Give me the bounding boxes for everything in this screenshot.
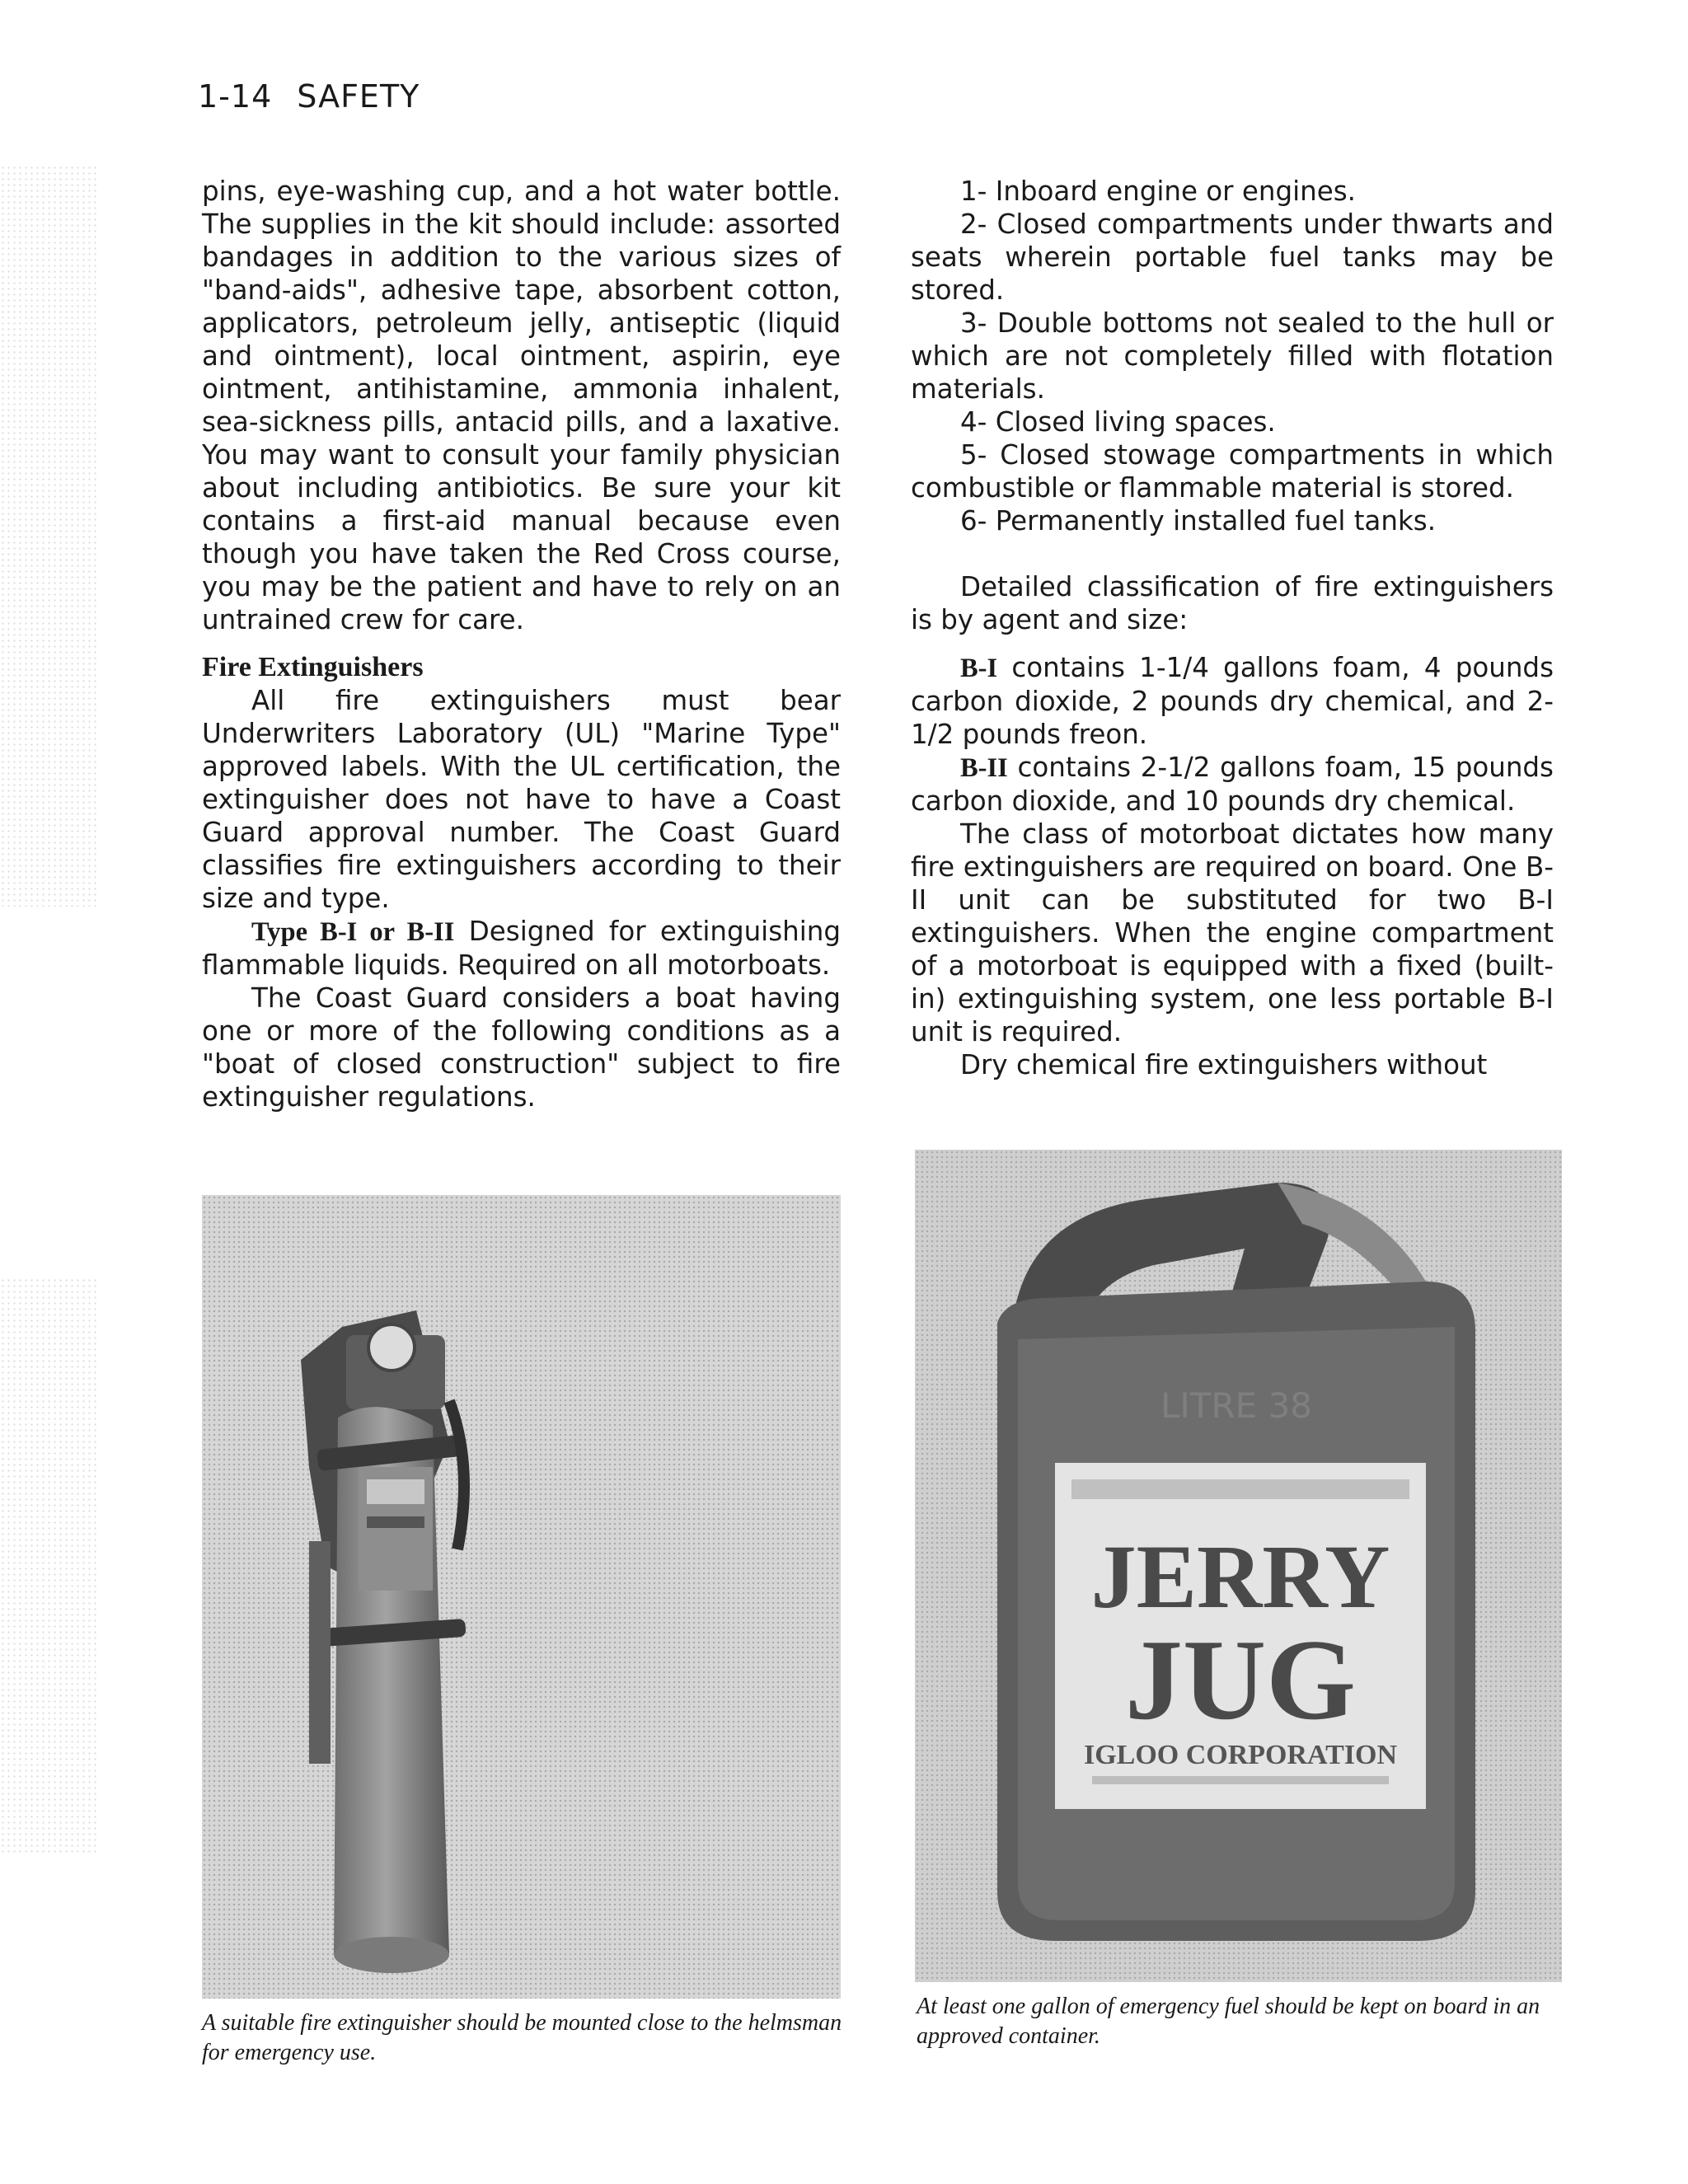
paragraph xyxy=(202,915,841,982)
jug-embossed-text: LITRE 38 xyxy=(1160,1385,1312,1426)
fuel-container-illustration xyxy=(915,1150,1562,1982)
list-item: 2- Closed compartments under thwarts and seats wherein portable fuel tanks may be stored. xyxy=(911,209,1554,306)
paragraph: The class of motorboat dictates how many fire extinguishers are required on board. One B-II unit can be substituted for two B-I extinguishers. When the engine compartment of a motorboat is equipped with a fixed (built-in) extinguishing system, one less portable B-I unit is required. xyxy=(911,818,1554,1047)
list-item: 4- Closed living spaces. xyxy=(960,406,1276,438)
fire-extinguisher-illustration xyxy=(202,1195,841,1999)
section-title: SAFETY xyxy=(297,78,420,115)
right-column xyxy=(911,175,1554,1081)
paragraph: The Coast Guard considers a boat having one or more of the following conditions as a "boat of closed construction" subject to fire extinguisher regulations. xyxy=(202,982,841,1113)
jerry-jug-photo xyxy=(915,1150,1562,1982)
list-item: 5- Closed stowage compartments in which combustible or flammable material is stored. xyxy=(911,439,1554,504)
paragraph: Detailed classification of fire extinguishers is by agent and size: xyxy=(911,571,1554,635)
scan-noise xyxy=(0,165,99,907)
type-lead: Type B-I or B-II xyxy=(251,917,455,947)
jug-label-jerry: JERRY xyxy=(1090,1526,1390,1627)
list-item: 3- Double bottoms not sealed to the hull or which are not completely filled with flotation materials. xyxy=(911,307,1554,405)
jug-label-jug: JUG xyxy=(1125,1616,1356,1744)
list-item: 6- Permanently installed fuel tanks. xyxy=(960,505,1437,537)
type-text: Designed for extinguishing flammable liquids. Required on all motorboats. xyxy=(202,916,842,981)
fire-extinguisher-photo xyxy=(202,1195,841,1999)
paragraph xyxy=(911,751,1554,818)
jug-label-company: IGLOO CORPORATION xyxy=(1083,1740,1398,1770)
class-lead: B-II xyxy=(960,753,1008,783)
paragraph xyxy=(911,651,1554,751)
left-column xyxy=(202,175,841,1113)
page-header xyxy=(198,78,420,115)
paragraph: pins, eye-washing cup, and a hot water bottle. The supplies in the kit should include: assorted bandages in addition to the various sizes of "band-aids", adhesive tape, absorbent cotton, applicators, petroleum jelly, antiseptic (liquid and ointment), local ointment, aspirin, eye ointment, antihistamine, ammonia inhalent, sea-sickness pills, antacid pills, and a laxative. You may want to consult your family physician about including antibiotics. Be sure your kit contains a first-aid manual because even though you have taken the Red Cross course, you may be the patient and have to rely on an untrained crew for care. xyxy=(202,176,841,635)
figure-caption: At least one gallon of emergency fuel should be kept on board in an approved container. xyxy=(917,1994,1540,2049)
page-number: 1-14 xyxy=(198,78,273,115)
paragraph: All fire extinguishers must bear Underwriters Laboratory (UL) "Marine Type" approved labels. With the UL certification, the extinguisher does not have to have a Coast Guard approval number. The Coast Guard classifies fire extinguishers according to their size and type. xyxy=(202,685,841,914)
figure-caption: A suitable fire extinguisher should be mounted close to the helmsman for emergency use. xyxy=(202,2010,842,2065)
class-text: contains 2-1/2 gallons foam, 15 pounds carbon dioxide, and 10 pounds dry chemical. xyxy=(911,752,1554,817)
scan-noise xyxy=(0,1277,99,1854)
paragraph: Dry chemical fire extinguishers without xyxy=(960,1049,1488,1080)
class-text: contains 1-1/4 gallons foam, 4 pounds carbon dioxide, 2 pounds dry chemical, and 2-1/2 pounds freon. xyxy=(911,652,1554,750)
list-item: 1- Inboard engine or engines. xyxy=(960,176,1356,207)
class-lead: B-I xyxy=(960,654,998,683)
section-heading: Fire Extinguishers xyxy=(202,652,424,682)
